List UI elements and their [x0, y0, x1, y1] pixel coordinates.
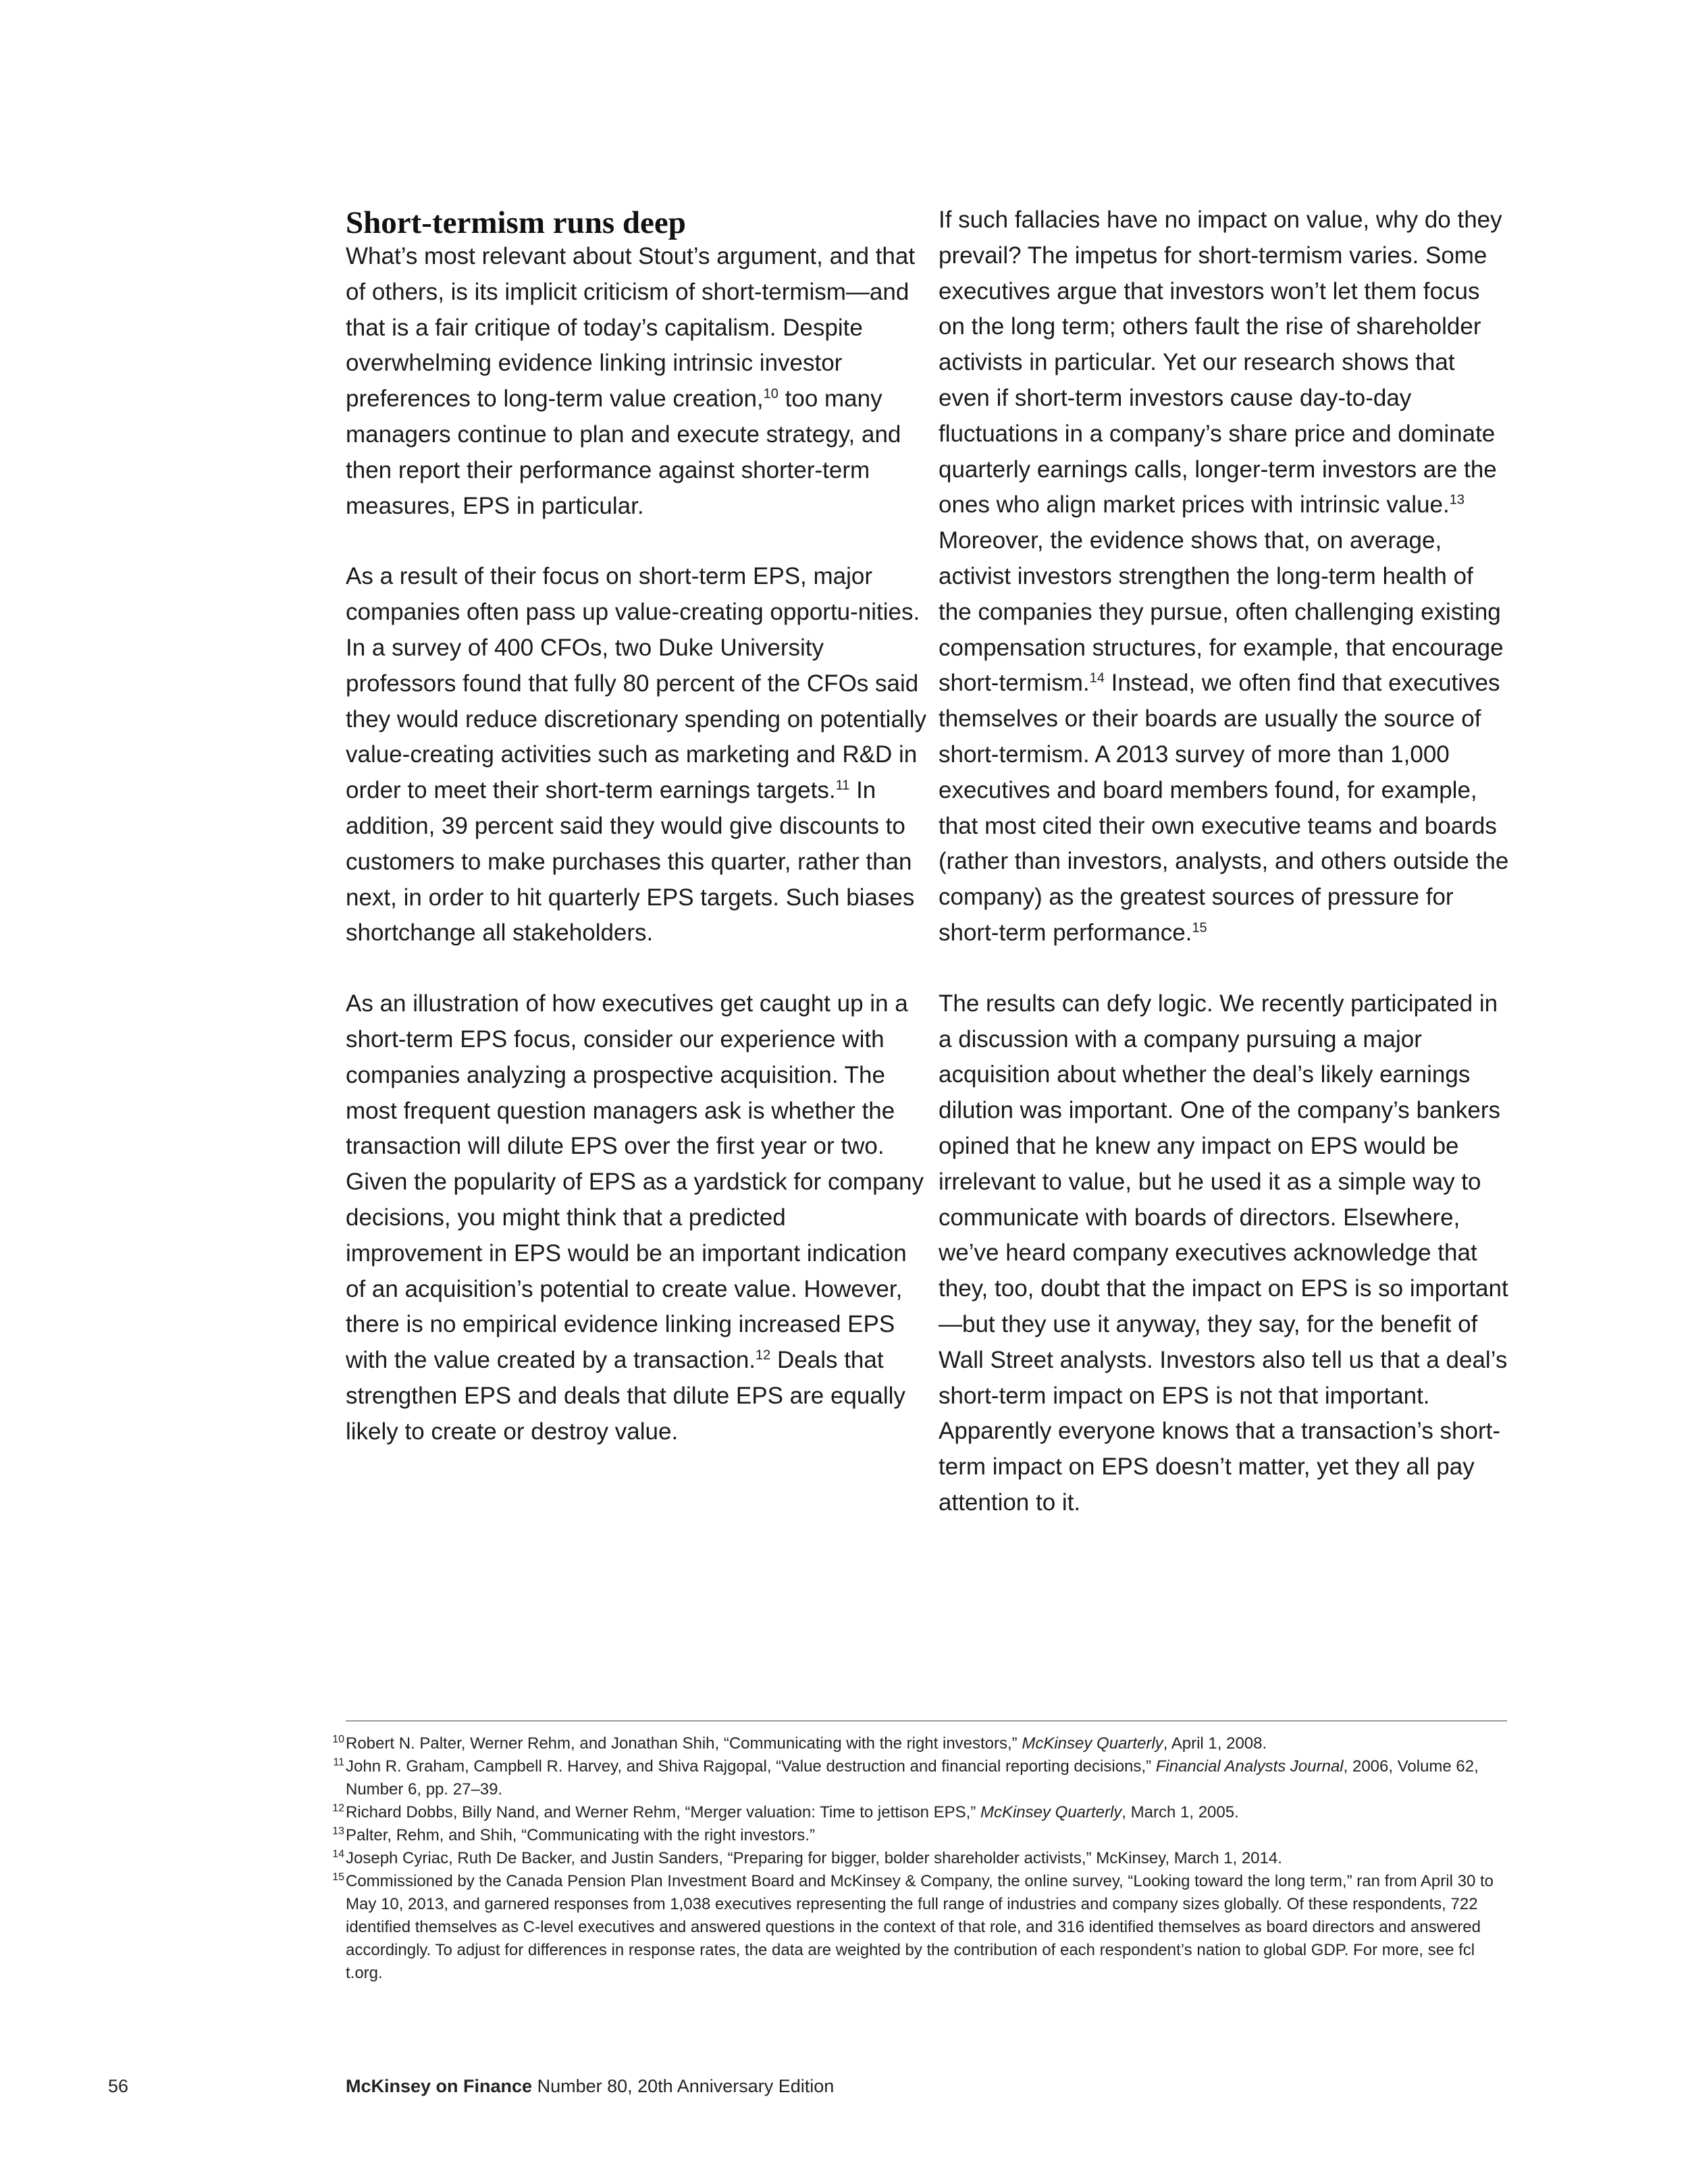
publication-name: McKinsey on Finance: [346, 2076, 533, 2096]
footnote-number: 10: [332, 1734, 344, 1745]
left-column: [346, 203, 926, 1485]
body-paragraph: What’s most relevant about Stout’s argument, and that of others, is its implicit criticism of short-termism—and that is a fair critique of today’s capitalism. Despite overwhelming evidence linking intrinsic investor preferences to long-term value creation,$^{10}$ too many managers continue to plan and execute strategy, and then report their performance against shorter-term measures, EPS in particular.: [346, 243, 916, 519]
footnote-number: 12: [332, 1803, 344, 1814]
footnote-reference[interactable]: 11: [835, 778, 850, 793]
footnote: 10 Robert N. Palter, Werner Rehm, and Jonathan Shih, “Communicating with the right investors,” McKinsey Quarterly, April 1, 2008.: [346, 1732, 1507, 1755]
publication-footer: [346, 2076, 834, 2097]
footnote-reference[interactable]: 13: [1449, 492, 1465, 508]
body-paragraph: As an illustration of how executives get caught up in a short-term EPS focus, consider our experience with companies analyzing a prospective acquisition. The most frequent question managers ask is whether the transaction will dilute EPS over the first year or two. Given the popularity of EPS as a yardstick for company decisions, you might think that a predicted improvement in EPS would be an important indication of an acquisition’s potential to create value. However, there is no empirical evidence linking increased EPS with the value created by a transaction.$^{12}$ Deals that strengthen EPS and deals that dilute EPS are equally likely to create or destroy value.: [346, 990, 924, 1445]
body-paragraph: The results can defy logic. We recently participated in a discussion with a company pursuing a major acquisition about whether the deal’s likely earnings dilution was important. One of the company’s bankers opined that he knew any impact on EPS would be irrelevant to value, but he used it as a simple way to communicate with boards of directors. Elsewhere, we’ve heard company executives acknowledge that they, too, doubt that the impact on EPS is so important—but they use it anyway, they say, for the benefit of Wall Street analysts. Investors also tell us that a deal’s short-term impact on EPS is not that important. Apparently everyone knows that a transaction’s short-term impact on EPS doesn’t matter, yet they all pay attention to it.: [939, 990, 1508, 1516]
footnote-reference[interactable]: 15: [1192, 920, 1207, 936]
body-paragraph: If such fallacies have no impact on value, why do they prevail? The impetus for short-termism varies. Some executives argue that investors won’t let them focus on the long term; others fault the rise of shareholder activists in particular. Yet our research shows that even if short-term investors cause day-to-day fluctuations in a company’s share price and dominate quarterly earnings calls, longer-term investors are the ones who align market prices with intrinsic value.$^{13}$ Moreover, the evidence shows that, on average, activist investors strengthen the long-term health of the companies they pursue, often challenging existing compensation structures, for example, that encourage short-termism.$^{14}$ Instead, we often find that executives themselves or their boards are usually the source of short-termism. A 2013 survey of more than 1,000 executives and board members found, for example, that most cited their own executive teams and boards (rather than investors, analysts, and others outside the company) as the greatest sources of pressure for short-term performance.$^{15}$: [939, 207, 1509, 946]
footnote-reference[interactable]: 12: [756, 1348, 771, 1363]
footnote: 12 Richard Dobbs, Billy Nand, and Werner Rehm, “Merger valuation: Time to jettison EPS,” McKinsey Quarterly, March 1, 2005.: [346, 1801, 1507, 1824]
footnote-number: 13: [332, 1826, 344, 1837]
footnote: 13 Palter, Rehm, and Shih, “Communicating with the right investors.”: [346, 1824, 1507, 1847]
footnote-number: 14: [332, 1848, 344, 1860]
footnote-number: 15: [332, 1871, 344, 1883]
footnotes: [332, 1720, 1507, 1985]
page-number: 56: [108, 2076, 129, 2096]
footnote: [332, 1870, 1507, 1985]
footnote-text: Commissioned by the Canada Pension Plan Investment Board and McKinsey & Company, the online survey, “Looking toward the long term,” ran from April 30 to May 10, 2013, and garnered responses from 1,038 executives representing the full range of industries and company sizes globally. Of these respondents, 722 identified themselves as C-level executives and answered questions in the context of that role, and 316 identified themselves as board directors and answered accordingly. To adjust for differences in response rates, the data are weighted by the contribution of each respondent’s nation to global GDP. For more, see fcl t.org.: [346, 1872, 1494, 1982]
body-paragraph: As a result of their focus on short-term EPS, major companies often pass up value-creating opportu-nities. In a survey of 400 CFOs, two Duke University professors found that fully 80 percent of the CFOs said they would reduce discretionary spending on potentially value-creating activities such as marketing and R&D in order to meet their short-term earnings targets.$^{11}$ In addition, 39 percent said they would give discounts to customers to make purchases this quarter, rather than next, in order to hit quarterly EPS targets. Such biases shortchange all stakeholders.: [346, 563, 926, 947]
footnote-reference[interactable]: 10: [763, 386, 779, 402]
footnote-reference[interactable]: 14: [1089, 670, 1105, 686]
publication-edition: Number 80, 20th Anniversary Edition: [532, 2076, 835, 2096]
footnote-number: 11: [333, 1757, 344, 1768]
right-column: [939, 203, 1512, 1556]
footnote: 14 Joseph Cyriac, Ruth De Backer, and Justin Sanders, “Preparing for bigger, bolder shareholder activists,” McKinsey, March 1, 2014.: [346, 1847, 1507, 1870]
footnote: 11 John R. Graham, Campbell R. Harvey, and Shiva Rajgopal, “Value destruction and financial reporting decisions,” Financial Analysts Journal, 2006, Volume 62, Number 6, pp. 27–39.: [346, 1755, 1507, 1801]
section-heading: Short-termism runs deep: [346, 205, 686, 240]
